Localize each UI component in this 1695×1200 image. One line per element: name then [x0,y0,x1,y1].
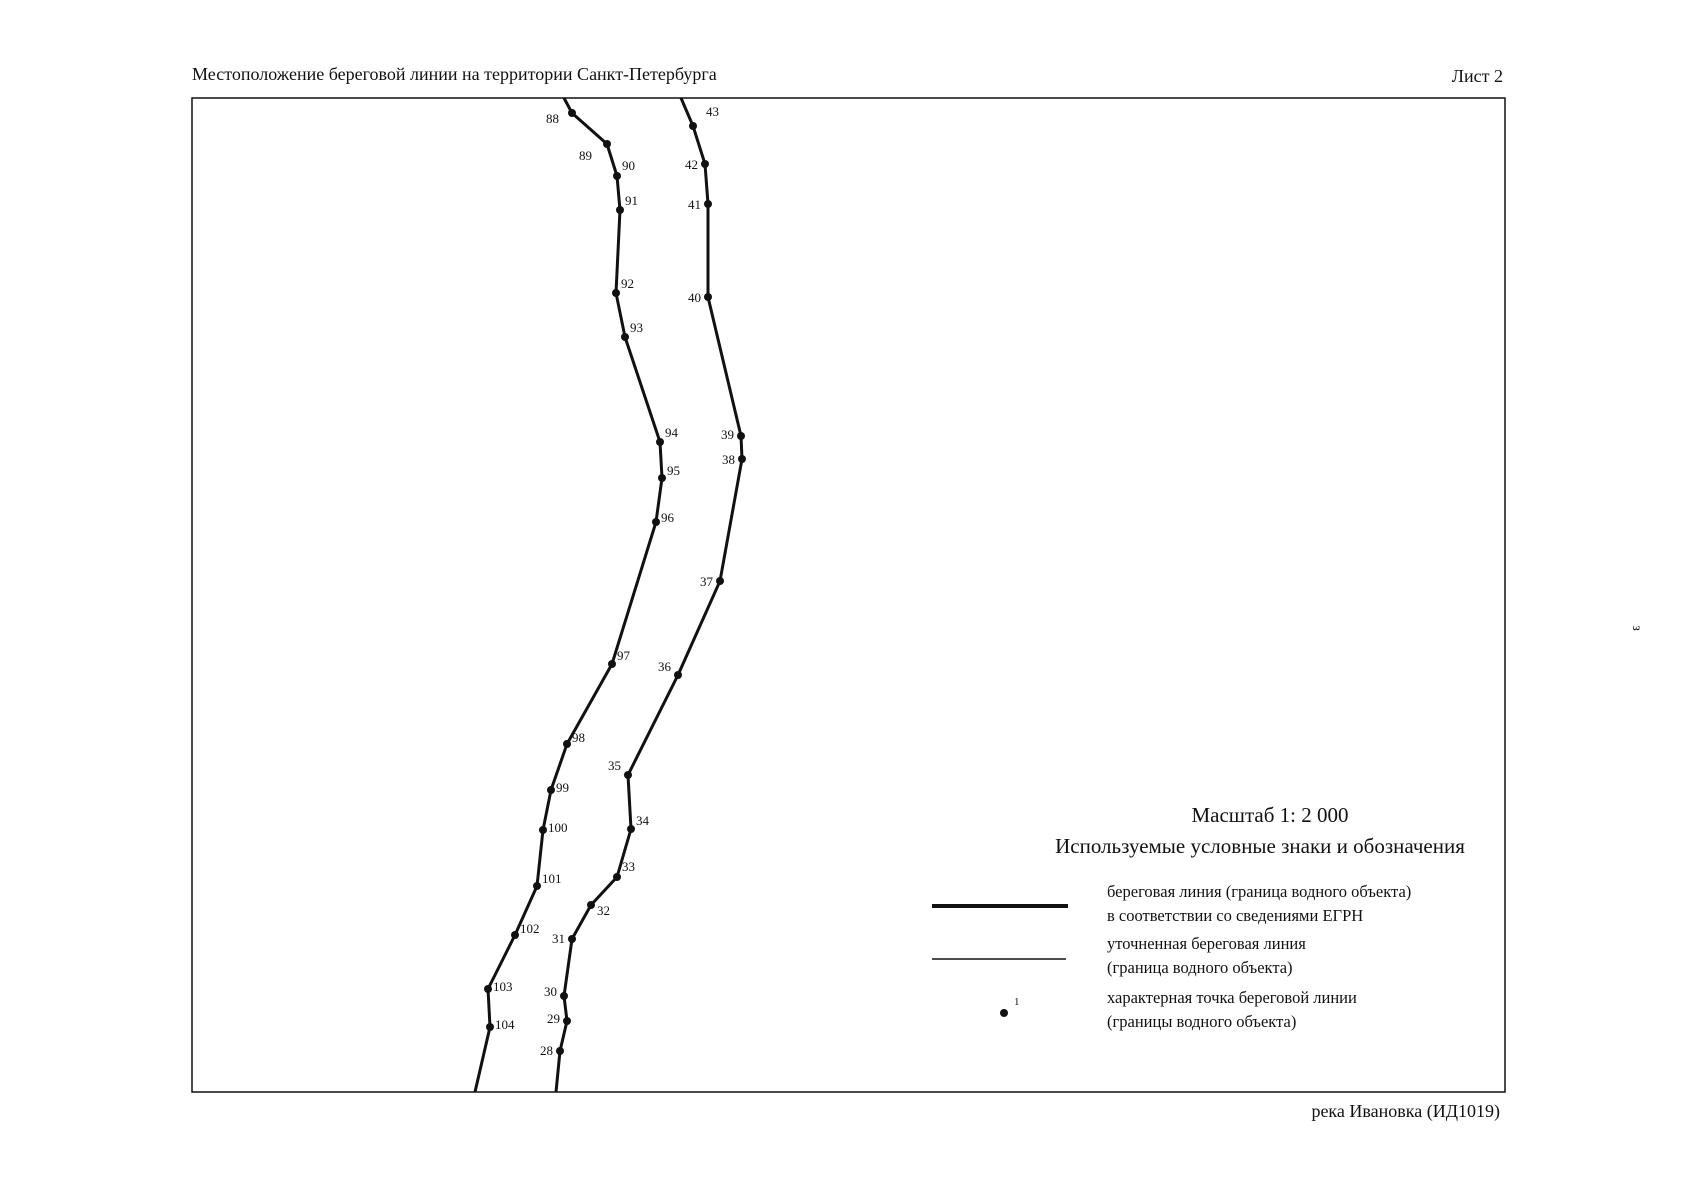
map-border [192,98,1505,1092]
shoreline-point-label: 104 [495,1017,515,1032]
shoreline-point-label: 43 [706,104,719,119]
shoreline-point [612,289,620,297]
shoreline-point-label: 97 [617,648,630,663]
shoreline-point [587,901,595,909]
shoreline-point-label: 35 [608,758,621,773]
shoreline-point [737,432,745,440]
shoreline-point [627,825,635,833]
shoreline-point [704,293,712,301]
shoreline-group [475,98,746,1092]
shoreline-point [560,992,568,1000]
shoreline-point-label: 92 [621,276,634,291]
shoreline-point-label: 93 [630,320,643,335]
legend-title: Используемые условные знаки и обозначения [1055,834,1465,858]
shoreline-point [656,438,664,446]
shoreline-right [556,98,742,1092]
legend-refined-line-text-1: уточненная береговая линия [1107,934,1306,953]
shoreline-point [689,122,697,130]
shoreline-left [475,98,662,1092]
shoreline-point-label: 102 [520,921,540,936]
shoreline-point [608,660,616,668]
shoreline-point [616,206,624,214]
shoreline-point-label: 95 [667,463,680,478]
map-scale: Масштаб 1: 2 000 [1191,803,1349,827]
shoreline-point-label: 40 [688,290,701,305]
shoreline-point-label: 100 [548,820,568,835]
shoreline-point-label: 103 [493,979,513,994]
legend-point-text [1107,986,1357,1034]
shoreline-point-label: 36 [658,659,671,674]
legend-egrn-line-text-2: в соответствии со сведениями ЕГРН [1107,906,1364,925]
shoreline-point-label: 99 [556,780,569,795]
shoreline-point [704,200,712,208]
page-title: Местоположение береговой линии на территории Санкт-Петербурга [192,64,717,84]
shoreline-point [568,935,576,943]
shoreline-point [652,518,660,526]
legend-point-sample-label: 1 [1014,996,1020,1008]
shoreline-point-label: 98 [572,730,585,745]
shoreline-point [486,1023,494,1031]
side-margin-mark: з [1628,625,1644,631]
shoreline-point [556,1047,564,1055]
shoreline-point [701,160,709,168]
legend-point-text-2: (границы водного объекта) [1107,1012,1297,1031]
shoreline-point [624,771,632,779]
shoreline-point [738,455,746,463]
shoreline-point-label: 96 [661,510,674,525]
legend-egrn-line-text [1107,880,1411,928]
legend-refined-line-text-2: (граница водного объекта) [1107,958,1293,977]
shoreline-point-label: 101 [542,871,562,886]
shoreline-point-label: 39 [721,427,734,442]
shoreline-point-label: 38 [722,452,735,467]
legend-point-sample [1000,1009,1008,1017]
legend-egrn-line-text-1: береговая линия (граница водного объекта) [1107,882,1412,901]
shoreline-point [613,873,621,881]
shoreline-point-label: 90 [622,158,635,173]
shoreline-point-label: 88 [546,111,559,126]
shoreline-point-label: 89 [579,148,592,163]
legend-point-text-1: характерная точка береговой линии [1107,988,1357,1007]
shoreline-point-label: 91 [625,193,638,208]
shoreline-point [621,333,629,341]
shoreline-point [533,882,541,890]
shoreline-point [613,172,621,180]
shoreline-point-label: 28 [540,1043,553,1058]
shoreline-point-label: 30 [544,984,557,999]
object-name: река Ивановка (ИД1019) [1311,1101,1500,1121]
shoreline-point [511,931,519,939]
shoreline-point [658,474,666,482]
shoreline-point [484,985,492,993]
shoreline-point [674,671,682,679]
shoreline-point-label: 29 [547,1011,560,1026]
shoreline-point [539,826,547,834]
shoreline-point [563,1017,571,1025]
shoreline-point-label: 42 [685,157,698,172]
shoreline-point [547,786,555,794]
shoreline-point-label: 37 [700,574,713,589]
shoreline-point [563,740,571,748]
sheet-number: Лист 2 [1451,66,1503,86]
shoreline-point-label: 94 [665,425,678,440]
legend-refined-line-text [1107,932,1306,980]
shoreline-point [716,577,724,585]
shoreline-point [603,140,611,148]
shoreline-point-label: 33 [622,859,635,874]
shoreline-point-label: 41 [688,197,701,212]
shoreline-point-label: 32 [597,903,610,918]
shoreline-point-label: 34 [636,813,649,828]
shoreline-point-label: 31 [552,931,565,946]
shoreline-point [568,109,576,117]
